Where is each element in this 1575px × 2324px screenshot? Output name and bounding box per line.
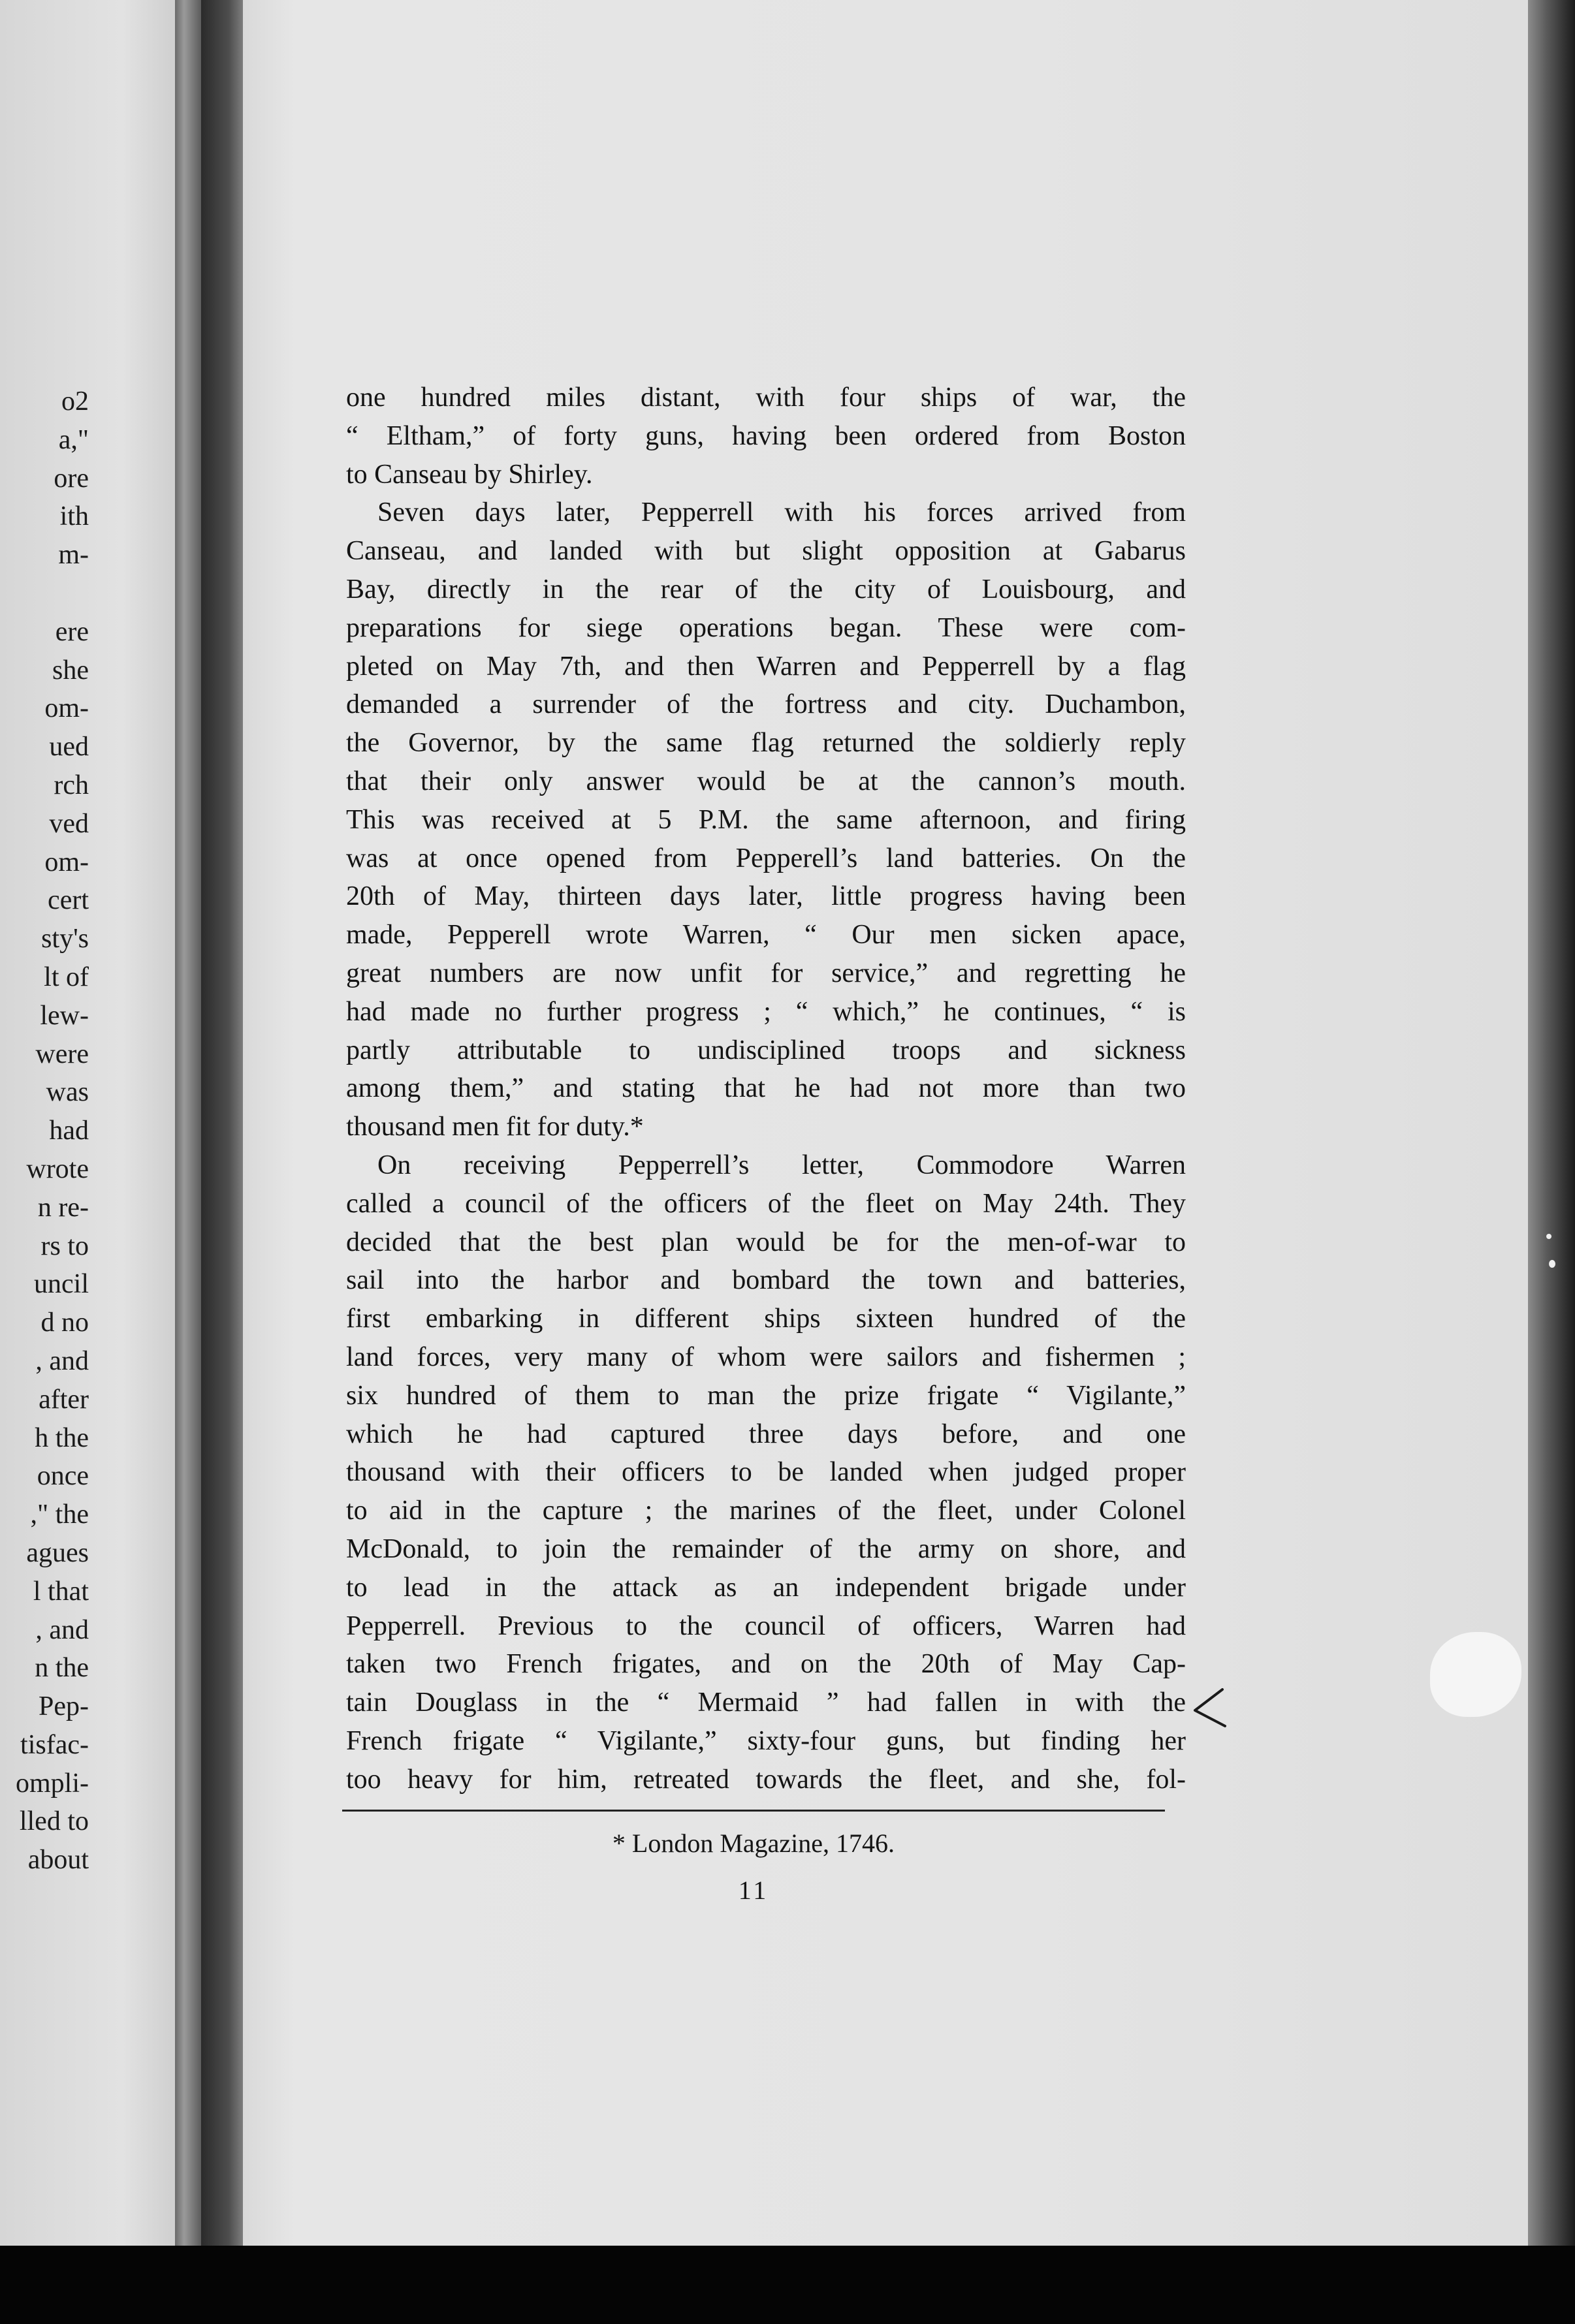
- text-line: first embarking in different ships sixteen hundred of the: [346, 1304, 1186, 1334]
- left-page-fragment: lt of: [44, 962, 89, 992]
- text-line: six hundred of them to man the prize frigate “ Vigilante,”: [346, 1380, 1186, 1411]
- left-page-fragment: tisfac-: [20, 1729, 89, 1760]
- left-page-fragment: lled to: [19, 1806, 89, 1837]
- text-line: land forces, very many of whom were sailors and fishermen ;: [346, 1342, 1186, 1372]
- scan-bottom-border: [0, 2246, 1575, 2324]
- text-line: partly attributable to undisciplined troops and sickness: [346, 1035, 1186, 1065]
- left-page-fragment: rch: [54, 770, 89, 800]
- footnote: * London Magazine, 1746.: [612, 1829, 895, 1858]
- left-page-fragment: were: [35, 1039, 89, 1069]
- page-gutter-shadow: [201, 0, 247, 2324]
- text-line: French frigate “ Vigilante,” sixty-four guns, but finding her: [346, 1725, 1186, 1756]
- text-line: made, Pepperell wrote Warren, “ Our men sicken apace,: [346, 920, 1186, 950]
- text-line: Seven days later, Pepperrell with his forces arrived from: [377, 497, 1186, 528]
- left-page-fragment: h the: [35, 1422, 89, 1453]
- text-line: thousand men fit for duty.*: [346, 1112, 644, 1142]
- left-page-fragment: ompli-: [16, 1768, 89, 1798]
- left-page-text-fragments: [0, 383, 89, 1879]
- left-page-fragment: lew-: [40, 1000, 89, 1031]
- page-number: 11: [738, 1876, 769, 1905]
- left-page-fragment: ith: [59, 501, 89, 532]
- text-line: tain Douglass in the “ Mermaid ” had fallen in with the: [346, 1688, 1186, 1718]
- left-page-fragment: o2: [61, 386, 89, 416]
- text-line: sail into the harbor and bombard the town and batteries,: [346, 1265, 1186, 1296]
- left-page-fragment: l that: [33, 1576, 89, 1607]
- footnote-rule: [342, 1810, 1165, 1812]
- left-page-fragment: ued: [49, 732, 89, 762]
- text-line: This was received at 5 P.M. the same afternoon, and firing: [346, 804, 1186, 835]
- left-page-fragment: ," the: [30, 1500, 89, 1530]
- left-page-fragment: she: [52, 655, 89, 685]
- left-page-fragment: sty's: [41, 924, 89, 954]
- text-line: great numbers are now unfit for service,” and regretting he: [346, 958, 1186, 988]
- text-line: On receiving Pepperrell’s letter, Commodore Warren: [377, 1150, 1186, 1180]
- text-line: “ Eltham,” of forty guns, having been ordered from Boston: [346, 420, 1186, 451]
- margin-pencil-mark: [1188, 1686, 1228, 1731]
- left-page-fragment: n the: [35, 1653, 89, 1684]
- left-page-fragment: m-: [58, 540, 89, 571]
- left-page-fragment: about: [27, 1845, 89, 1876]
- left-page-fragment: om-: [44, 693, 89, 724]
- text-line: preparations for siege operations began. These were com-: [346, 612, 1186, 643]
- text-line: Canseau, and landed with but slight opposition at Gabarus: [346, 536, 1186, 567]
- text-line: to lead in the attack as an independent brigade under: [346, 1572, 1186, 1603]
- left-page-fragment: n re-: [37, 1192, 89, 1223]
- left-page-fragment: after: [39, 1384, 89, 1415]
- left-page-fragment: had: [49, 1116, 89, 1146]
- left-page-fragment: om-: [44, 847, 89, 877]
- text-line: decided that the best plan would be for the men-of-war to: [346, 1227, 1186, 1257]
- text-line: called a council of the officers of the fleet on May 24th. They: [346, 1188, 1186, 1219]
- left-page-fragment: rs to: [40, 1231, 89, 1261]
- left-page-fragment: wrote: [26, 1154, 89, 1184]
- text-line: that their only answer would be at the cannon’s mouth.: [346, 766, 1186, 796]
- text-line: which he had captured three days before, and one: [346, 1419, 1186, 1449]
- left-page-fragment: ere: [55, 616, 89, 647]
- left-page-fragment: , and: [35, 1345, 89, 1376]
- text-line: too heavy for him, retreated towards the fleet, and she, fol-: [346, 1764, 1186, 1795]
- text-line: had made no further progress ; “ which,” he continues, “ is: [346, 996, 1186, 1027]
- text-line: demanded a surrender of the fortress and city. Duchambon,: [346, 689, 1186, 720]
- page-right-edge: [1528, 0, 1575, 2324]
- text-line: McDonald, to join the remainder of the army on shore, and: [346, 1533, 1186, 1564]
- text-line: to Canseau by Shirley.: [346, 459, 593, 490]
- left-page-fragment: once: [37, 1461, 89, 1492]
- left-page-fragment: ved: [49, 808, 89, 839]
- page-gutter: [175, 0, 201, 2324]
- left-page-fragment: ore: [54, 463, 89, 494]
- left-page-fragment: Pep-: [39, 1691, 89, 1722]
- text-line: thousand with their officers to be landed when judged proper: [346, 1457, 1186, 1488]
- left-page-fragment: cert: [48, 885, 89, 916]
- paper-speck: [1546, 1234, 1551, 1239]
- body-text: [346, 379, 1186, 1798]
- left-facing-page: [0, 0, 175, 2272]
- text-line: pleted on May 7th, and then Warren and Pepperrell by a flag: [346, 651, 1186, 682]
- text-line: was at once opened from Pepperell’s land batteries. On the: [346, 843, 1186, 873]
- left-page-fragment: , and: [35, 1614, 89, 1645]
- text-line: Bay, directly in the rear of the city of Louisbourg, and: [346, 574, 1186, 605]
- left-page-fragment: [0, 574, 89, 613]
- text-line: Pepperrell. Previous to the council of officers, Warren had: [346, 1610, 1186, 1641]
- left-page-fragment: was: [46, 1077, 89, 1108]
- left-page-fragment: agues: [26, 1537, 89, 1568]
- text-line: one hundred miles distant, with four ships of war, the: [346, 383, 1186, 413]
- left-page-fragment: uncil: [34, 1269, 89, 1300]
- left-page-fragment: d no: [40, 1308, 89, 1338]
- text-line: among them,” and stating that he had not more than two: [346, 1073, 1186, 1104]
- text-line: to aid in the capture ; the marines of the fleet, under Colonel: [346, 1496, 1186, 1526]
- paper-speck: [1549, 1260, 1555, 1268]
- text-line: the Governor, by the same flag returned the soldierly reply: [346, 728, 1186, 759]
- left-page-fragment: a,": [58, 424, 89, 455]
- text-line: taken two French frigates, and on the 20th of May Cap-: [346, 1649, 1186, 1680]
- text-line: 20th of May, thirteen days later, little progress having been: [346, 881, 1186, 912]
